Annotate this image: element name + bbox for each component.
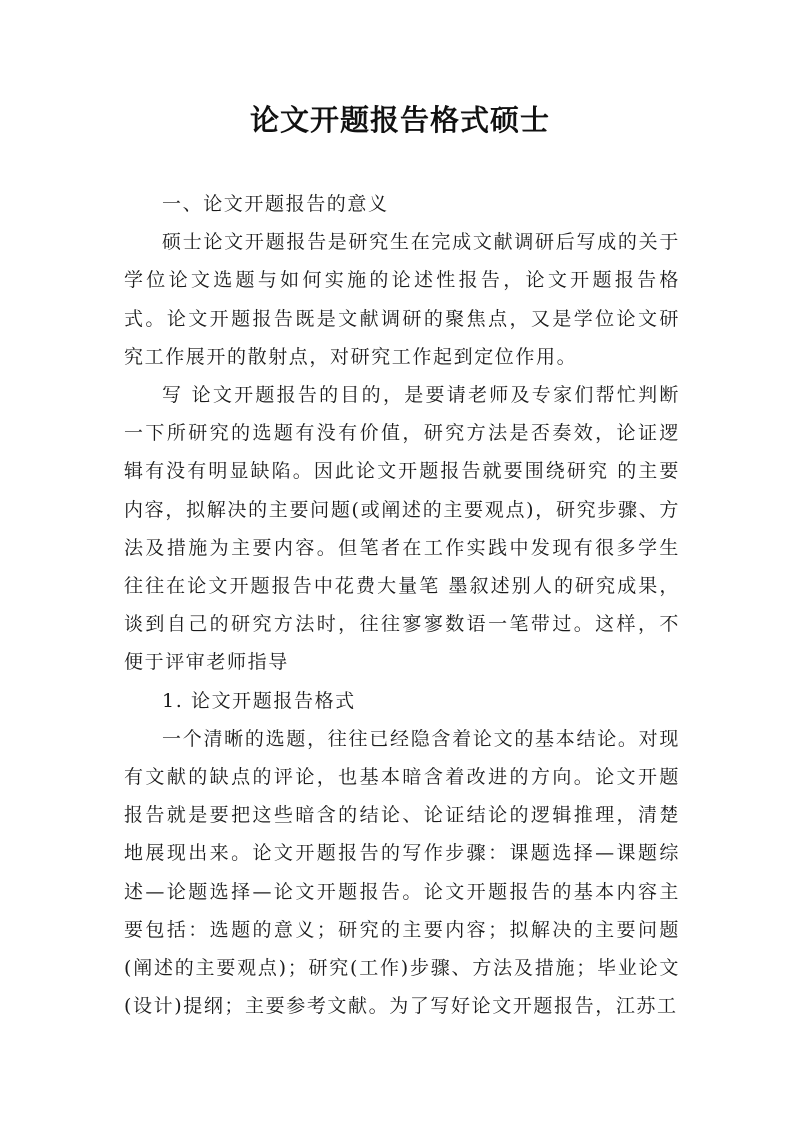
paragraph: 写 论文开题报告的目的，是要请老师及专家们帮忙判断一下所研究的选题有没有价值，研究方法是否奏效，论证逻辑有没有明显缺陷。因此论文开题报告就要围绕研究 的主要内容，拟解决的主要问题(或阐述的主要观点)，研究步骤、方法及措施为主要内容。但笔者在工作实践中发现有很多学生往往在论文开题报告中花费大量笔 墨叙述别人的研究成果，谈到自己的研究方法时，往往寥寥数语一笔带过。这样，不便于评审老师指导 [124,384,680,674]
section-heading: 1. 论文开题报告格式 [162,689,356,712]
document-body [124,185,680,1025]
paragraph: 硕士论文开题报告是研究生在完成文献调研后写成的关于学位论文选题与如何实施的论述性报告，论文开题报告格式。论文开题报告既是文献调研的聚焦点，又是学位论文研究工作展开的散射点，对研究工作起到定位作用。 [124,231,680,368]
paragraph: 一个清晰的选题，往往已经隐含着论文的基本结论。对现有文献的缺点的评论，也基本暗含着改进的方向。论文开题报告就是要把这些暗含的结论、论证结论的逻辑推理，清楚地展现出来。论文开题报告的写作步骤：课题选择—课题综述—论题选择—论文开题报告。论文开题报告的基本内容主要包括：选题的意义；研究的主要内容；拟解决的主要问题(阐述的主要观点)；研究(工作)步骤、方法及措施；毕业论文(设计)提纲；主要参考文献。为了写好论文开题报告，江苏工 [124,727,680,1018]
section-heading: 一、论文开题报告的意义 [162,193,389,215]
document-title: 论文开题报告格式硕士 [249,103,550,137]
